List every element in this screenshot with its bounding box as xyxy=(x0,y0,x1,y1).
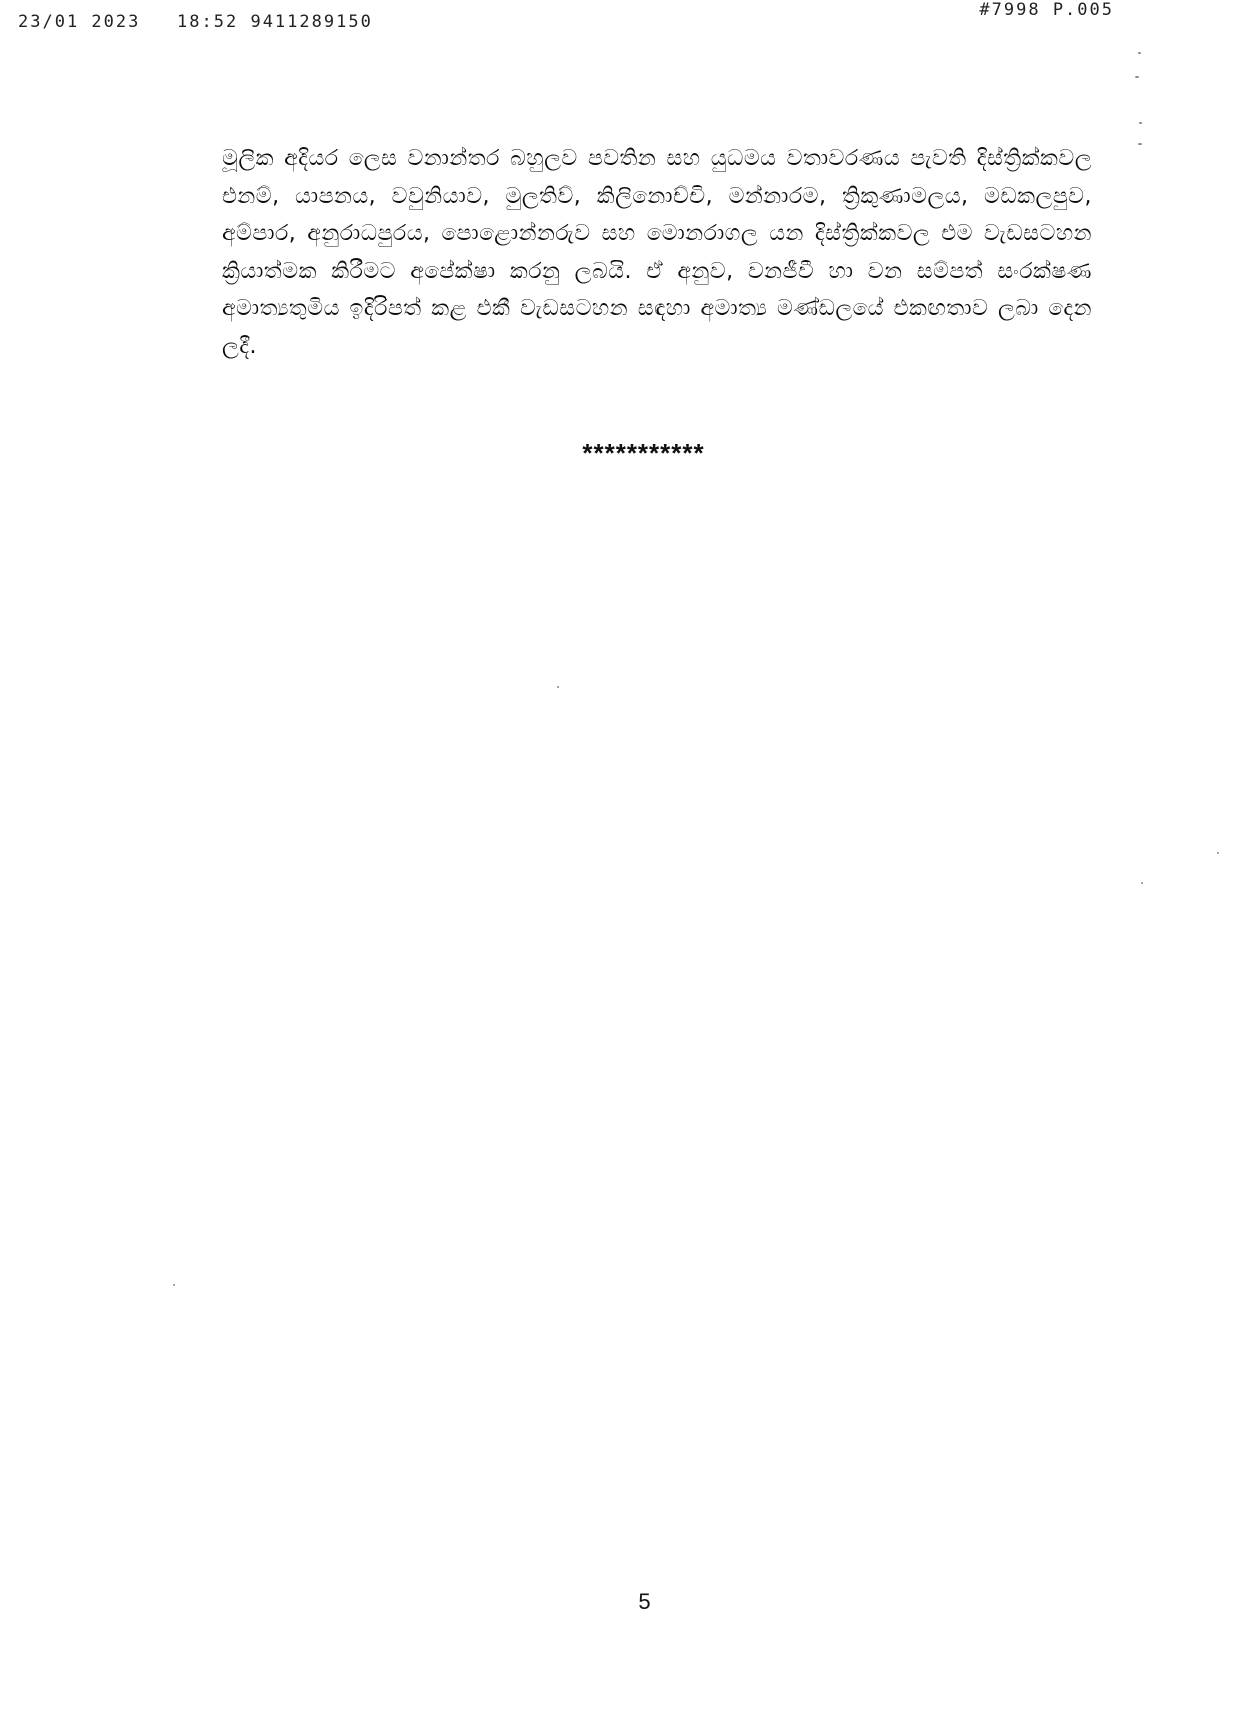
scan-speck xyxy=(557,686,559,688)
scan-speck xyxy=(1138,143,1142,145)
fax-header-page-ref: #7998 P.005 xyxy=(979,0,1114,20)
body-paragraph: මූලික අදියර ලෙස වනාන්තර බහුලව පවතින සහ යුධමය වතාවරණය පැවති දිස්ත්‍රික්කවල එනම්, යාපනය, වවුනියාව, මුලතිව්, කිලිනොච්චි, මන්නාරම, ත්‍රිකුණාමලය, මඩකලපුව, අම්පාර, අනුරාධපුරය, පොළොන්නරුව සහ මොනරාගල යන දිස්ත්‍රික්කවල එම වැඩසටහන ක්‍රියාත්මක කිරීමට අපේක්ෂා කරනු ලබයි. ඒ අනුව, වනජීවී හා වන සම්පත් සංරක්ෂණ අමාත්‍යතුමිය ඉදිරිපත් කළ එකී වැඩසටහන සඳහා අමාත්‍ය මණ්ඩලයේ එකඟතාව ලබා දෙන ලදී. xyxy=(222,146,1092,359)
scan-speck xyxy=(1138,52,1141,54)
scan-speck xyxy=(1141,882,1143,884)
scan-speck xyxy=(1135,76,1139,78)
scan-speck xyxy=(1139,122,1142,124)
section-separator: *********** xyxy=(582,438,705,468)
scan-speck xyxy=(173,1284,175,1286)
fax-header-datetime: 23/01 2023 18:52 9411289150 xyxy=(18,12,373,32)
page-number: 5 xyxy=(638,1589,651,1614)
scan-speck xyxy=(1217,852,1219,854)
